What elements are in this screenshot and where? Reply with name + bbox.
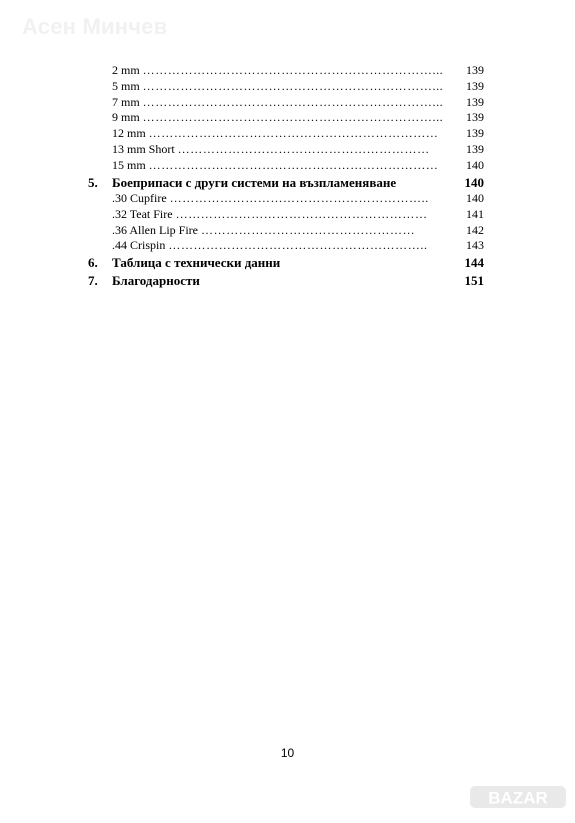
toc-entry: [88, 238, 484, 254]
toc-entry: [88, 63, 484, 79]
toc-entry-label: 12 mm: [112, 126, 146, 141]
page-number: 10: [280, 746, 295, 760]
toc-leader-dots: ……………………………………………………..: [168, 238, 428, 253]
toc-chapter-page: 151: [464, 272, 484, 288]
toc-chapter-number: 6.: [88, 255, 98, 271]
toc-leader-dots: ……………………………………………………: [175, 206, 428, 221]
toc-leader-dots: ……………………………………………………………...: [142, 63, 444, 77]
toc-entry-label: 2 mm: [112, 63, 140, 77]
toc-leader-dots: ……………………………………………………: [177, 141, 430, 156]
toc-leader-dots: ……………………………………………………………: [148, 157, 439, 172]
toc-entry: [88, 158, 484, 174]
author-watermark: Асен Минчев: [22, 14, 168, 39]
toc-leader-dots: ……………………………………………………..: [169, 191, 429, 206]
toc-entry-page: 139: [466, 110, 484, 125]
toc-chapter: [88, 272, 484, 290]
toc-entry: [88, 142, 484, 158]
toc-entry-label: .30 Cupfire: [112, 191, 167, 206]
table-of-contents: [88, 63, 484, 289]
toc-leader-dots: ……………………………………………………………: [148, 126, 439, 141]
toc-entry: [88, 110, 484, 126]
toc-entry-page: 143: [466, 238, 484, 253]
toc-entry-label: 9 mm: [112, 110, 140, 125]
toc-entry-label: .44 Crispin: [112, 238, 166, 253]
toc-entry: [88, 126, 484, 142]
bazar-logo-text: BAZAR: [488, 788, 548, 808]
toc-entry-label: 13 mm Short: [112, 141, 175, 156]
toc-leader-dots: ……………………………………………: [201, 222, 416, 237]
toc-entry-label: 7 mm: [112, 94, 140, 109]
toc-entry-page: 139: [466, 63, 484, 77]
toc-chapter-label: Боеприпаси с други системи на възпламеняване: [112, 174, 397, 190]
toc-entry-page: 141: [466, 206, 484, 221]
toc-entry-label: .36 Allen Lip Fire: [112, 222, 198, 237]
toc-entry: [88, 223, 484, 239]
toc-chapter: [88, 254, 484, 272]
toc-entry-page: 139: [466, 141, 484, 156]
toc-entry: [88, 79, 484, 95]
toc-entry-page: 139: [466, 94, 484, 109]
toc-entry-page: 140: [466, 157, 484, 172]
toc-entry-label: .32 Teat Fire: [112, 206, 173, 221]
toc-chapter: [88, 174, 484, 192]
toc-entry-page: 139: [466, 78, 484, 93]
toc-chapter-number: 5.: [88, 174, 98, 190]
toc-entry-page: 140: [466, 191, 484, 206]
toc-chapter-page: 144: [464, 255, 484, 271]
toc-chapter-title: [88, 272, 200, 290]
toc-entry: [88, 95, 484, 111]
toc-entry-label: 5 mm: [112, 78, 140, 93]
toc-entry: [88, 207, 484, 223]
toc-entry-label: 15 mm: [112, 157, 146, 172]
toc-entry: [88, 191, 484, 207]
bazar-logo: [468, 782, 568, 812]
toc-entry-page: 139: [466, 126, 484, 141]
toc-entry-page: 142: [466, 222, 484, 237]
toc-leader-dots: ……………………………………………………………...: [142, 78, 444, 93]
toc-leader-dots: ……………………………………………………………...: [142, 94, 444, 109]
toc-chapter-page: 140: [464, 174, 484, 190]
toc-chapter-title: [88, 174, 396, 192]
toc-leader-dots: ……………………………………………………………...: [142, 110, 444, 125]
toc-chapter-label: Благодарности: [112, 272, 200, 288]
toc-chapter-title: [88, 254, 280, 272]
toc-chapter-label: Таблица с технически данни: [112, 255, 281, 271]
toc-chapter-number: 7.: [88, 272, 98, 288]
